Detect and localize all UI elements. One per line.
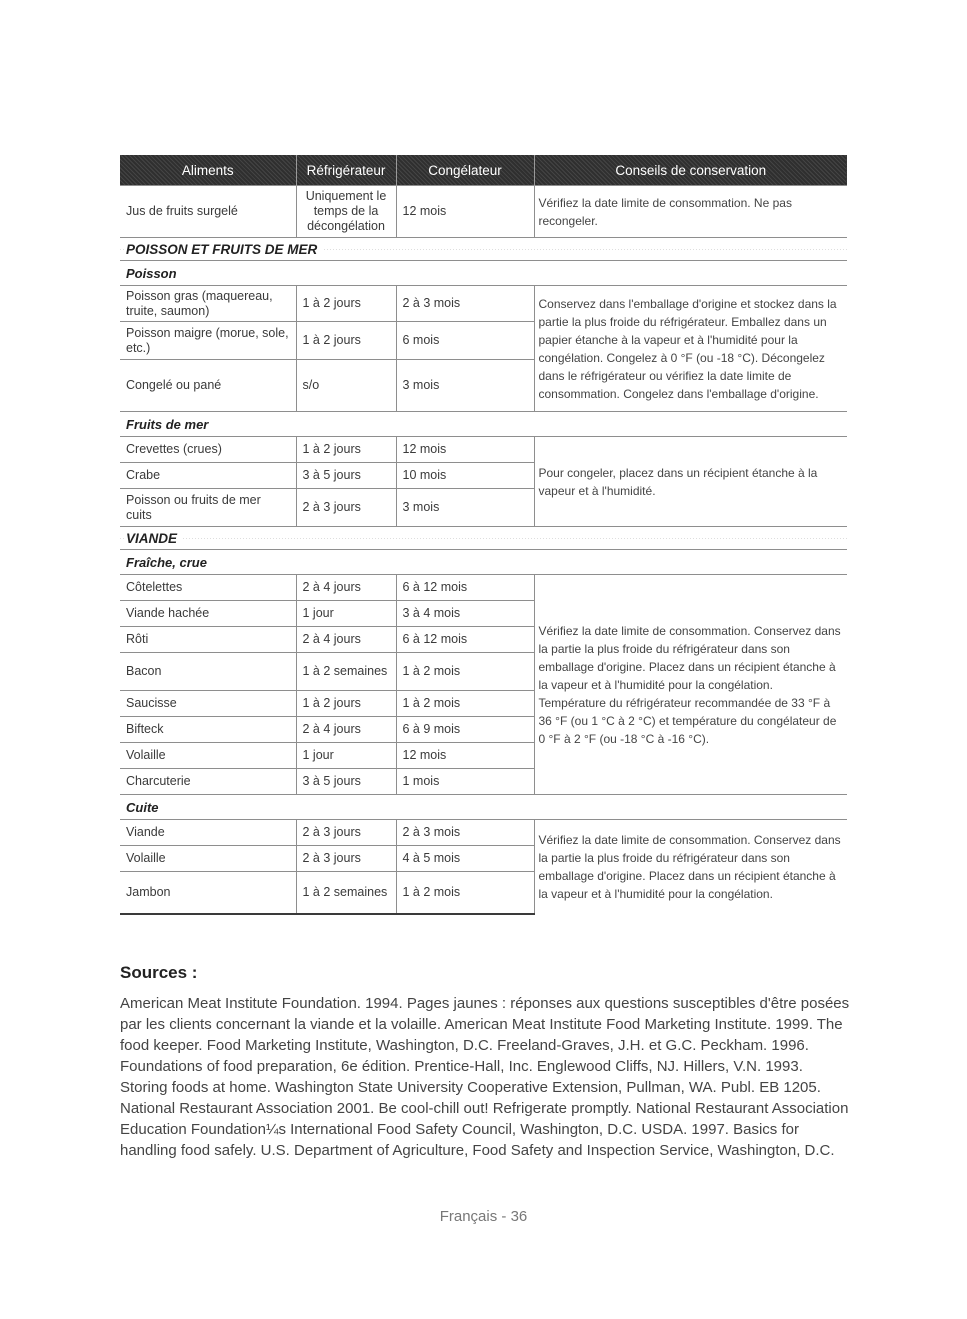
fridge-cell: 1 à 2 jours (296, 322, 396, 360)
freezer-cell: 4 à 5 mois (396, 846, 534, 872)
fridge-cell: 1 à 2 jours (296, 286, 396, 322)
freezer-cell: 2 à 3 mois (396, 820, 534, 846)
subsection-row (120, 261, 847, 286)
fridge-cell: 2 à 4 jours (296, 575, 396, 601)
food-cell: Volaille (120, 846, 296, 872)
subsection-title: Fruits de mer (120, 412, 847, 437)
advice-cell: Vérifiez la date limite de consommation. Ne pas recongeler. (534, 186, 847, 238)
sources-text: American Meat Institute Foundation. 1994. Pages jaunes : réponses aux questions susceptibles d'être posées par les clients concernant la viande et la volaille. American Meat Institute Food Marketing Institute. 1999. The food keeper. Food Marketing Institute, Washington, D.C. Freeland-Graves, J.H. et G.C. Peckham. 1996. Foundations of food preparation, 6e édition. Prentice-Hall, Inc. Englewood Cliffs, NJ. Hillers, V.N. 1993. Storing foods at home. Washington State University Cooperative Extension, Pullman, WA. Publ. EB 1205. National Restaurant Association 2001. Be cool-chill out! Refrigerate promptly. National Restaurant Association Education Foundation¼s International Food Safety Council, Washington, D.C. USDA. 1997. Basics for handling food safely. U.S. Department of Agriculture, Food Safety and Inspection Service, Washington, D.C. (120, 995, 850, 1159)
fridge-cell: 2 à 4 jours (296, 717, 396, 743)
food-cell: Crabe (120, 463, 296, 489)
freezer-cell: 1 à 2 mois (396, 872, 534, 914)
food-cell: Viande (120, 820, 296, 846)
food-cell: Saucisse (120, 691, 296, 717)
fridge-cell: 1 à 2 jours (296, 437, 396, 463)
advice-cell: Vérifiez la date limite de consommation. Conservez dans la partie la plus froide du réfrigérateur dans son emballage d'origine. Placez dans un récipient étanche à la vapeur et à l'humidité pour la congélation. (534, 820, 847, 914)
freezer-cell: 6 à 9 mois (396, 717, 534, 743)
table-row (120, 437, 847, 463)
food-cell: Volaille (120, 743, 296, 769)
advice-cell: Conservez dans l'emballage d'origine et stockez dans la partie la plus froide du réfrigérateur. Emballez dans un papier étanche à la vapeur et à l'humidité pour la congélation. Congelez à 0 °F (ou -18 °C). Décongelez dans le réfrigérateur ou vérifiez la date limite de consommation. Congelez dans l'emballage d'origine. (534, 286, 847, 412)
food-cell: Poisson ou fruits de mer cuits (120, 489, 296, 527)
subsection-row (120, 795, 847, 820)
section-row (120, 527, 847, 550)
storage-table (120, 155, 847, 915)
food-cell: Rôti (120, 627, 296, 653)
section-title: POISSON ET FRUITS DE MER (126, 242, 323, 257)
section-row (120, 238, 847, 261)
food-cell: Poisson maigre (morue, sole, etc.) (120, 322, 296, 360)
food-cell: Jambon (120, 872, 296, 914)
table-row (120, 286, 847, 322)
food-cell: Côtelettes (120, 575, 296, 601)
freezer-cell: 6 mois (396, 322, 534, 360)
freezer-cell: 12 mois (396, 743, 534, 769)
header-conseils: Conseils de conservation (534, 155, 847, 186)
freezer-cell: 12 mois (396, 437, 534, 463)
table-row (120, 575, 847, 601)
freezer-cell: 1 à 2 mois (396, 691, 534, 717)
fridge-cell: 3 à 5 jours (296, 769, 396, 795)
advice-cell: Pour congeler, placez dans un récipient étanche à la vapeur et à l'humidité. (534, 437, 847, 527)
fridge-cell: 3 à 5 jours (296, 463, 396, 489)
fridge-cell: 2 à 3 jours (296, 489, 396, 527)
fridge-cell: Uniquement le temps de la décongélation (296, 186, 396, 238)
subsection-row (120, 550, 847, 575)
page-footer: Français - 36 (439, 1208, 528, 1225)
advice-cell: Vérifiez la date limite de consommation. Conservez dans la partie la plus froide du réfrigérateur dans son emballage d'origine. Placez dans un récipient étanche à la vapeur et à l'humidité pour la congélation. Température du réfrigérateur recommandée de 33 °F à 36 °F (ou 1 °C à 2 °C) et température du congélateur de 0 °F à 2 °F (ou -18 °C à -16 °C). (534, 575, 847, 795)
food-cell: Viande hachée (120, 601, 296, 627)
freezer-cell: 12 mois (396, 186, 534, 238)
food-cell: Crevettes (crues) (120, 437, 296, 463)
fridge-cell: 2 à 3 jours (296, 820, 396, 846)
header-refrigerateur: Réfrigérateur (296, 155, 396, 186)
subsection-row (120, 412, 847, 437)
freezer-cell: 6 à 12 mois (396, 575, 534, 601)
fridge-cell: s/o (296, 360, 396, 412)
table-row (120, 820, 847, 846)
subsection-title: Fraîche, crue (120, 550, 847, 575)
fridge-cell: 2 à 4 jours (296, 627, 396, 653)
freezer-cell: 1 à 2 mois (396, 653, 534, 691)
table-row (120, 186, 847, 238)
fridge-cell: 1 jour (296, 743, 396, 769)
freezer-cell: 1 mois (396, 769, 534, 795)
food-cell: Bifteck (120, 717, 296, 743)
freezer-cell: 2 à 3 mois (396, 286, 534, 322)
table-header-row (120, 155, 847, 186)
food-cell: Bacon (120, 653, 296, 691)
fridge-cell: 1 à 2 semaines (296, 653, 396, 691)
fridge-cell: 1 à 2 semaines (296, 872, 396, 914)
subsection-title: Cuite (120, 795, 847, 820)
freezer-cell: 6 à 12 mois (396, 627, 534, 653)
fridge-cell: 1 à 2 jours (296, 691, 396, 717)
fridge-cell: 2 à 3 jours (296, 846, 396, 872)
food-cell: Jus de fruits surgelé (120, 186, 296, 238)
food-cell: Congelé ou pané (120, 360, 296, 412)
fridge-cell: 1 jour (296, 601, 396, 627)
freezer-cell: 3 mois (396, 489, 534, 527)
freezer-cell: 3 à 4 mois (396, 601, 534, 627)
subsection-title: Poisson (120, 261, 847, 286)
header-aliments: Aliments (120, 155, 296, 186)
sources-heading: Sources : (120, 963, 198, 982)
freezer-cell: 3 mois (396, 360, 534, 412)
food-cell: Charcuterie (120, 769, 296, 795)
food-cell: Poisson gras (maquereau, truite, saumon) (120, 286, 296, 322)
section-title: VIANDE (126, 531, 183, 546)
header-congelateur: Congélateur (396, 155, 534, 186)
freezer-cell: 10 mois (396, 463, 534, 489)
